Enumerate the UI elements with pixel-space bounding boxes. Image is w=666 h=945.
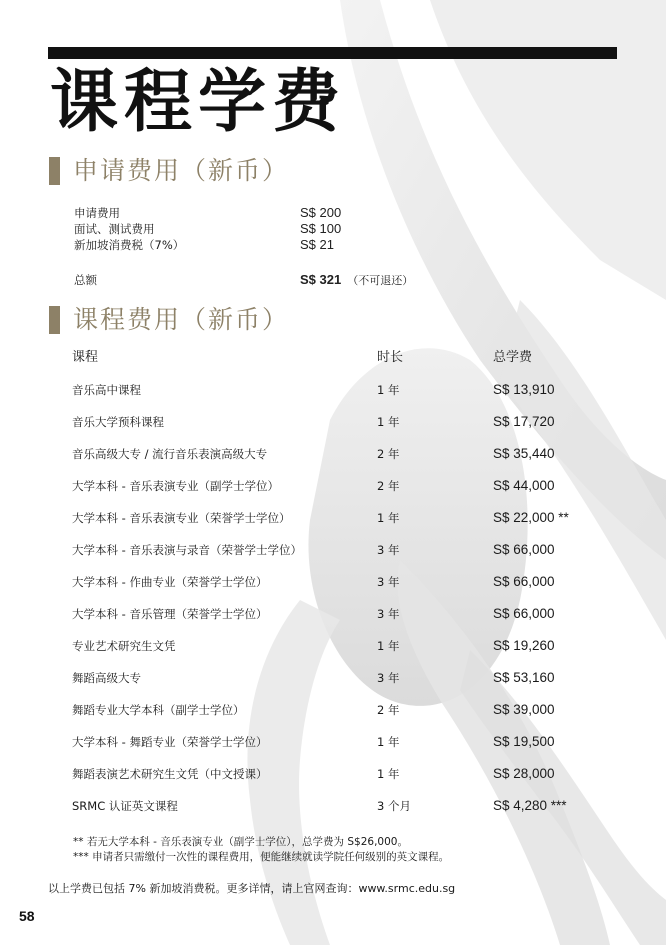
course-fee-table [72, 342, 612, 822]
course-fee: S$ 22,000 ** [493, 510, 569, 525]
course-name: 音乐高中课程 [72, 383, 141, 397]
course-duration: 3 个月 [377, 799, 411, 813]
course-duration: 1 年 [377, 639, 400, 653]
page-title: 课程学费 [50, 62, 347, 142]
table-row [72, 598, 612, 630]
course-fee: S$ 17,720 [493, 414, 555, 429]
section-course-fees [49, 304, 289, 336]
course-name: 大学本科 - 音乐表演与录音（荣誉学士学位） [72, 543, 302, 557]
column-header-course: 课程 [72, 350, 99, 365]
course-duration: 3 年 [377, 575, 400, 589]
course-name: 音乐高级大专 / 流行音乐表演高级大专 [72, 447, 268, 461]
course-name: 舞蹈高级大专 [72, 671, 141, 685]
fee-label: 新加坡消费税（7%） [74, 238, 185, 252]
course-duration: 1 年 [377, 511, 400, 525]
fee-row [74, 205, 474, 221]
fee-value: S$ 100 [300, 221, 342, 236]
fee-label: 申请费用 [74, 206, 120, 220]
course-table-header [72, 342, 612, 374]
column-header-fee: 总学费 [493, 350, 533, 365]
course-name: 舞蹈专业大学本科（副学士学位） [72, 703, 245, 717]
section-application-fees [49, 155, 289, 187]
table-row [72, 662, 612, 694]
course-name: 大学本科 - 音乐管理（荣誉学士学位） [72, 607, 268, 621]
table-row [72, 406, 612, 438]
fee-total-label: 总额 [74, 273, 97, 287]
course-name: 专业艺术研究生文凭 [72, 639, 176, 653]
course-fee: S$ 19,500 [493, 734, 555, 749]
course-fee: S$ 28,000 [493, 766, 555, 781]
fee-value: S$ 21 [300, 237, 334, 252]
course-fee: S$ 4,280 *** [493, 798, 567, 813]
column-header-duration: 时长 [377, 350, 404, 365]
course-duration: 2 年 [377, 447, 400, 461]
course-duration: 3 年 [377, 543, 400, 557]
table-row [72, 374, 612, 406]
fee-row [74, 237, 474, 253]
table-row [72, 502, 612, 534]
course-duration: 1 年 [377, 415, 400, 429]
course-name: 舞蹈表演艺术研究生文凭（中文授课） [72, 767, 268, 781]
fee-row [74, 221, 474, 237]
section-marker [49, 157, 60, 185]
section-title: 申请费用（新币） [73, 156, 290, 185]
section-title: 课程费用（新币） [73, 305, 290, 334]
table-row [72, 438, 612, 470]
footnote-triple-asterisk: *** 申请者只需缴付一次性的课程费用，便能继续就读学院任何级别的英文课程。 [73, 851, 450, 863]
fee-total-note: （不可退还） [347, 274, 414, 287]
course-fee: S$ 44,000 [493, 478, 555, 493]
course-fee: S$ 13,910 [493, 382, 555, 397]
section-marker [49, 306, 60, 334]
table-row [72, 534, 612, 566]
course-duration: 3 年 [377, 671, 400, 685]
course-duration: 2 年 [377, 703, 400, 717]
fee-total-value-group [300, 272, 413, 289]
table-row [72, 470, 612, 502]
fee-label: 面试、测试费用 [74, 222, 155, 236]
top-bar [48, 47, 617, 59]
course-duration: 2 年 [377, 479, 400, 493]
course-duration: 1 年 [377, 735, 400, 749]
course-fee: S$ 39,000 [493, 702, 555, 717]
application-fee-table [74, 205, 474, 288]
course-fee: S$ 66,000 [493, 606, 555, 621]
course-name: 大学本科 - 作曲专业（荣誉学士学位） [72, 575, 268, 589]
course-name: SRMC 认证英文课程 [72, 799, 178, 813]
table-row [72, 758, 612, 790]
course-fee: S$ 66,000 [493, 542, 555, 557]
website-info-line: 以上学费已包括 7% 新加坡消费税。更多详情，请上官网查询：www.srmc.edu.sg [48, 882, 456, 895]
table-row [72, 726, 612, 758]
fee-total-value: S$ 321 [300, 272, 342, 287]
course-name: 大学本科 - 舞蹈专业（荣誉学士学位） [72, 735, 268, 749]
course-fee: S$ 53,160 [493, 670, 555, 685]
table-row [72, 790, 612, 822]
course-fee: S$ 35,440 [493, 446, 555, 461]
footnotes [73, 835, 449, 865]
course-duration: 1 年 [377, 767, 400, 781]
fee-total-row [74, 272, 474, 288]
course-name: 大学本科 - 音乐表演专业（副学士学位） [72, 479, 279, 493]
course-duration: 1 年 [377, 383, 400, 397]
course-name: 大学本科 - 音乐表演专业（荣誉学士学位） [72, 511, 291, 525]
course-name: 音乐大学预科课程 [72, 415, 164, 429]
table-row [72, 566, 612, 598]
table-row [72, 630, 612, 662]
fee-value: S$ 200 [300, 205, 342, 220]
footnote-double-asterisk: ** 若无大学本科 - 音乐表演专业（副学士学位），总学费为 S$26,000。 [73, 836, 408, 848]
table-row [72, 694, 612, 726]
page-number: 58 [19, 908, 35, 924]
course-fee: S$ 66,000 [493, 574, 555, 589]
course-fee: S$ 19,260 [493, 638, 555, 653]
course-duration: 3 年 [377, 607, 400, 621]
